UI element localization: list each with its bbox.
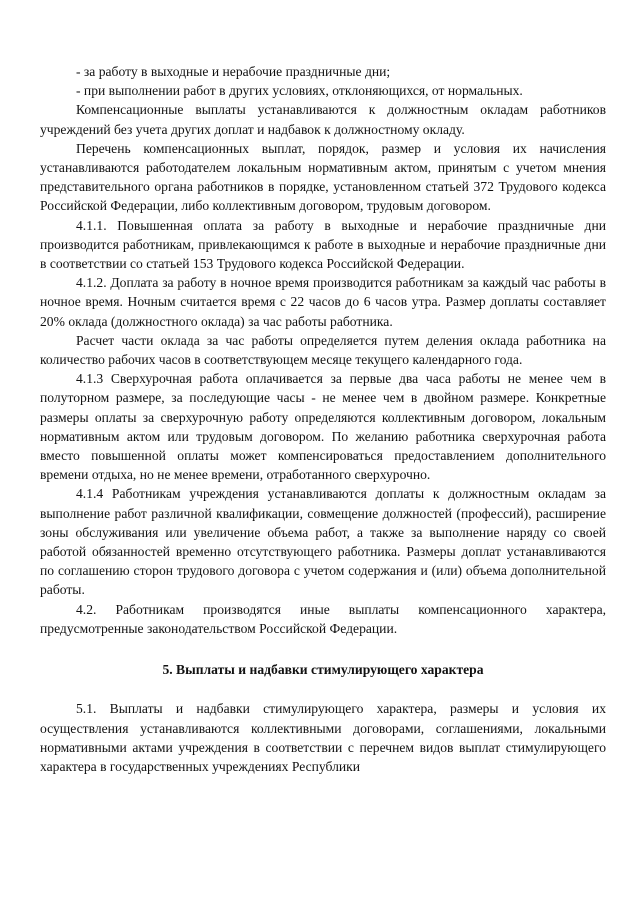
- paragraph: 5.1. Выплаты и надбавки стимулирующего характера, размеры и условия их осуществления устанавливаются коллективными договорами, соглашениями, локальными нормативными актами учреждения в соответствии с перечнем видов выплат стимулирующего характера в государственных учреждениях Республики: [40, 701, 606, 774]
- paragraph: Перечень компенсационных выплат, порядок, размер и условия их начисления устанавливаются работодателем локальным нормативным актом, принятым с учетом мнения представительного органа работников в порядке, установленном статьей 372 Трудового кодекса Российской Федерации, либо коллективным договором, трудовым договором.: [40, 140, 606, 214]
- paragraph: 4.2. Работникам производятся иные выплаты компенсационного характера, предусмотренные законодательством Российской Федерации.: [40, 601, 606, 636]
- paragraph: 4.1.2. Доплата за работу в ночное время производится работникам за каждый час работы в ночное время. Ночным считается время с 22 часов до 6 часов утра. Размер доплаты составляет 20% оклада (должностного оклада) за час работы работника.: [40, 275, 606, 329]
- paragraph: 4.1.1. Повышенная оплата за работу в выходные и нерабочие праздничные дни производится работникам, привлекающимся к работе в выходные и нерабочие праздничные дни в соответствии со статьей 153 Трудового кодекса Российской Федерации.: [40, 217, 606, 272]
- list-item: - при выполнении работ в других условиях, отклоняющихся, от нормальных.: [76, 83, 523, 99]
- section-heading: 5. Выплаты и надбавки стимулирующего характера: [162, 662, 484, 678]
- paragraph: Расчет части оклада за час работы определяется путем деления оклада работника на количество рабочих часов в соответствующем месяце текущего календарного года.: [40, 332, 606, 368]
- paragraph: 4.1.4 Работникам учреждения устанавливаются доплаты к должностным окладам за выполнение работ различной квалификации, совмещение должностей (профессий), расширение зоны обслуживания или увеличение объема работ, а также за выполнение наряду со своей работой обязанностей временно отсутствующего работника. Размеры доплат устанавливаются по соглашению сторон трудового договора с учетом содержания и (или) объема дополнительной работы.: [40, 486, 606, 598]
- paragraph: Компенсационные выплаты устанавливаются к должностным окладам работников учреждений без учета других доплат и надбавок к должностному окладу.: [40, 102, 606, 137]
- document-page: [40, 62, 606, 776]
- list-item: - за работу в выходные и нерабочие праздничные дни;: [76, 64, 391, 79]
- paragraph: 4.1.3 Сверхурочная работа оплачивается за первые два часа работы не менее чем в полуторном размере, за последующие часы - не менее чем в двойном размере. Конкретные размеры оплаты за сверхурочную работу определяются коллективным договором, локальным нормативным актом или трудовым договором. По желанию работника сверхурочная работа вместо повышенной оплаты может компенсироваться предоставлением дополнительного времени отдыха, но не менее времени, отработанного сверхурочно.: [40, 371, 606, 483]
